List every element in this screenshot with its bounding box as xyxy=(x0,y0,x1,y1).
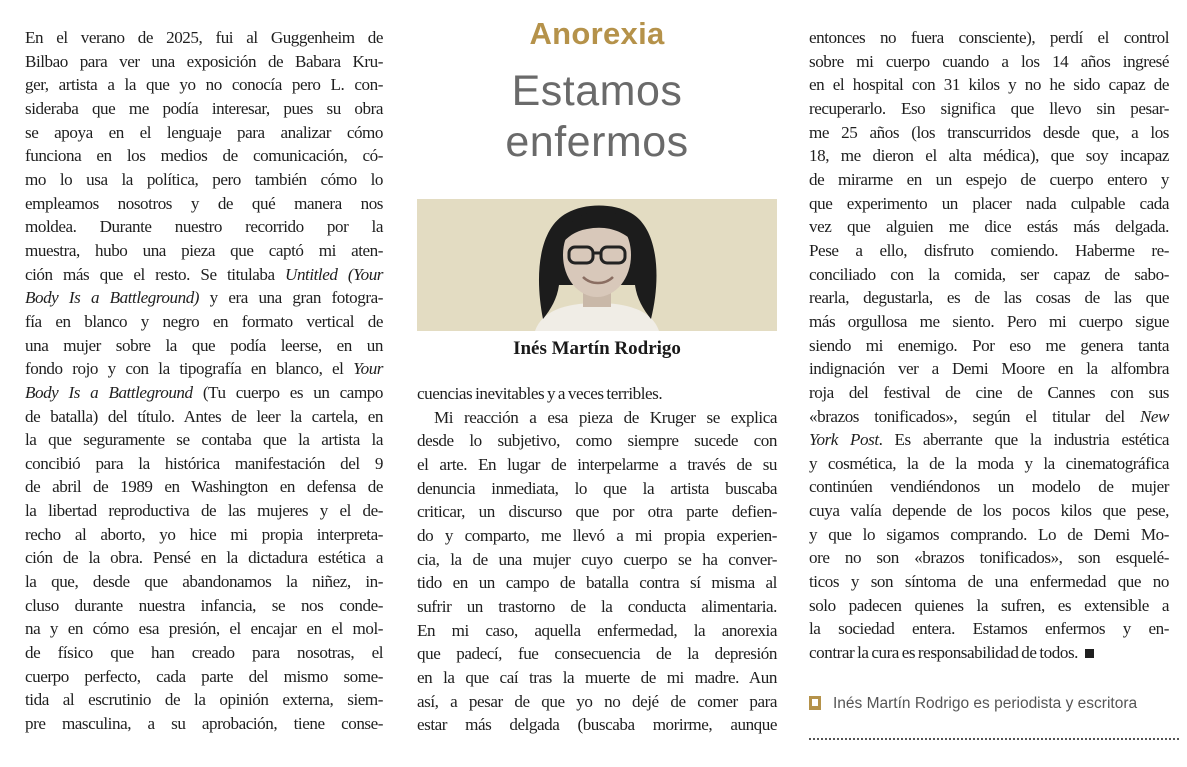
body-text: sufrir un trastorno de la conducta alimentaria. xyxy=(417,596,777,616)
article-line xyxy=(417,453,777,477)
article-line xyxy=(25,192,383,216)
article-line xyxy=(25,475,383,499)
body-text: que experimento un placer nada culpable cada xyxy=(809,193,1169,213)
article-line xyxy=(417,642,777,666)
body-text: empleamos nosotros y de qué manera nos xyxy=(25,193,383,213)
body-text: (Tu cuerpo es un campo xyxy=(192,382,383,402)
author-photo xyxy=(417,199,777,331)
body-text: 18, me dieron el alta médica), que soy incapaz xyxy=(809,146,1169,166)
article-line xyxy=(809,192,1169,216)
body-text: estar más delgada (buscaba morirme, aunque xyxy=(417,715,777,735)
article-line xyxy=(809,215,1169,239)
article-line xyxy=(25,286,383,310)
body-text: do y comparto, me llevó a mi propia experien- xyxy=(417,525,777,545)
article-line xyxy=(25,641,383,665)
article-line xyxy=(25,381,383,405)
article-line xyxy=(809,334,1169,358)
body-text: la que seguramente se contaba que la artista la xyxy=(25,430,383,450)
article-line xyxy=(809,310,1169,334)
article-line xyxy=(25,239,383,263)
body-text: fondo rojo y con la tipografía en blanco, el xyxy=(25,359,354,379)
body-text: siendo mi enemigo. Por eso me genera tanta xyxy=(809,335,1169,355)
article-line xyxy=(25,688,383,712)
body-text: recuperarlo. Eso significa que llevo sin pesar- xyxy=(809,98,1169,118)
article-line xyxy=(417,713,777,737)
body-text: la sociedad entera. Estamos enfermos y en- xyxy=(809,619,1169,639)
body-text: indignación ver a Demi Moore en la alfombra xyxy=(809,359,1169,379)
article-line xyxy=(809,144,1169,168)
body-text: recho al aborto, yo hice mi propia interpreta- xyxy=(25,524,383,544)
body-text: ticos y son síntoma de una enfermedad que no xyxy=(809,572,1169,592)
article-line xyxy=(809,381,1169,405)
article-line xyxy=(809,97,1169,121)
article-line xyxy=(417,477,777,501)
body-text: . Es aberrante que la industria estética xyxy=(878,430,1169,450)
body-text: roja del festival de cine de Cannes con sus xyxy=(809,382,1169,402)
body-text: sobre mi cuerpo cuando a los 14 años ingresé xyxy=(809,51,1169,71)
author-portrait-image xyxy=(417,199,777,331)
article-line xyxy=(25,523,383,547)
article-line xyxy=(25,428,383,452)
body-text: Bilbao para ver una exposición de Babara Kru- xyxy=(25,51,383,71)
article-line xyxy=(417,548,777,572)
body-text: contrar la cura es responsabilidad de todos. xyxy=(809,643,1078,663)
body-text: ción más que el resto. Se titulaba xyxy=(25,264,286,284)
article-line xyxy=(809,523,1169,547)
article-line xyxy=(809,286,1169,310)
body-text: y que lo sigamos comprando. Lo de Demi Mo- xyxy=(809,524,1169,544)
body-text: sideraba que me podía interesar, pues su obra xyxy=(25,98,383,118)
body-text: rearla, degustarla, es de las cosas de las que xyxy=(809,288,1169,308)
body-text: na y en cómo esa presión, el encajar en el mol- xyxy=(25,619,383,639)
body-text: conciliado con la comida, ser capaz de sabo- xyxy=(809,264,1169,284)
article-line xyxy=(25,594,383,618)
body-text: ción de la obra. Pensé en la dictadura estética a xyxy=(25,548,383,568)
body-text: me 25 años (los transcurridos desde que, a los xyxy=(809,122,1169,142)
article-line xyxy=(809,26,1169,50)
italic-text: New xyxy=(1139,406,1169,426)
author-bio-text: Inés Martín Rodrigo es periodista y escritora xyxy=(833,695,1138,712)
body-text: tido en un campo de batalla contra sí misma al xyxy=(417,573,777,593)
article-line xyxy=(417,595,777,619)
body-text: ger, artista a la que yo no conocía pero L. con- xyxy=(25,75,383,95)
body-text: la libertad reproductiva de las mujeres y el de- xyxy=(25,501,383,521)
headline-line-1: Estamos xyxy=(511,67,683,115)
headline xyxy=(417,66,777,168)
article-line xyxy=(25,26,383,50)
body-text: En mi caso, aquella enfermedad, la anorexia xyxy=(417,620,777,640)
body-text: entonces no fuera consciente), perdí el control xyxy=(809,28,1169,47)
article-line xyxy=(25,310,383,334)
article-line xyxy=(25,405,383,429)
article-line xyxy=(809,239,1169,263)
body-text: así, a pesar de que yo no dejé de comer para xyxy=(417,691,777,711)
article-line xyxy=(809,121,1169,145)
article-line xyxy=(809,357,1169,381)
article-line xyxy=(417,571,777,595)
italic-text: Body Is a Battleground xyxy=(25,382,193,402)
article-line xyxy=(25,50,383,74)
author-bio-note xyxy=(809,695,1179,717)
body-text: la que, desde que abandonamos la niñez, in- xyxy=(25,572,383,592)
body-text: «brazos tonificados», según el titular del xyxy=(809,406,1140,426)
article-line xyxy=(25,168,383,192)
italic-text: Untitled (Your xyxy=(285,264,383,284)
article-line xyxy=(25,546,383,570)
article-line xyxy=(25,73,383,97)
body-text: se apoya en el lenguaje para analizar cómo xyxy=(25,122,383,142)
body-text: En el verano de 2025, fui al Guggenheim de xyxy=(25,28,383,47)
article-line xyxy=(25,334,383,358)
article-line xyxy=(25,144,383,168)
body-text: que padecí, fue consecuencia de la depresión xyxy=(417,644,777,664)
body-text: pre masculina, a su aprobación, tiene conse- xyxy=(25,714,383,734)
article-line xyxy=(809,50,1169,74)
article-line xyxy=(25,263,383,287)
article-line xyxy=(25,499,383,523)
body-text: continúen vendiéndonos un modelo de mujer xyxy=(809,477,1169,497)
article-line xyxy=(25,665,383,689)
article-line xyxy=(809,475,1169,499)
article-line xyxy=(25,357,383,381)
body-text: el arte. En lugar de interpelarme a través de su xyxy=(417,454,777,474)
body-text: fía en blanco y negro en formato vertical de xyxy=(25,311,383,331)
section-label: Anorexia xyxy=(529,16,665,51)
article-line xyxy=(809,428,1169,452)
article-line xyxy=(809,499,1169,523)
article-line xyxy=(809,570,1169,594)
article-line xyxy=(809,263,1169,287)
body-text: criticar, un discurso que por otra parte defien- xyxy=(417,502,777,522)
body-text: cuencias inevitables y a veces terribles. xyxy=(417,384,663,403)
body-text: desde lo subjetivo, como siempre sucede con xyxy=(417,431,777,451)
body-text: cuya valía depende de los pocos kilos que pese, xyxy=(809,501,1169,521)
article-line xyxy=(25,121,383,145)
article-line xyxy=(417,524,777,548)
italic-text: Your xyxy=(353,359,383,379)
body-text: tida al escrutinio de la opinión externa, siem- xyxy=(25,690,383,710)
article-line xyxy=(417,690,777,714)
article-line xyxy=(25,617,383,641)
body-text: de mirarme en un espejo de cuerpo entero y xyxy=(809,169,1169,189)
article-line xyxy=(809,73,1169,97)
article-line xyxy=(25,97,383,121)
italic-text: York Post xyxy=(809,430,879,450)
body-text: cluso durante nuestra infancia, se nos conde- xyxy=(25,595,383,615)
bullet-square-icon xyxy=(809,696,821,710)
body-text: en la que caí tras la muerte de mi madre. Aun xyxy=(417,667,777,687)
body-text: una mujer sobre la que podía leerse, en un xyxy=(25,335,383,355)
article-line xyxy=(417,500,777,524)
body-text: Pese a ello, disfruto comiendo. Haberme re- xyxy=(809,240,1169,260)
article-column-1 xyxy=(25,26,383,736)
body-text: concibió para la histórica manifestación del 9 xyxy=(25,453,383,473)
body-text: cuerpo perfecto, cada parte del mismo some- xyxy=(25,666,383,686)
article-line xyxy=(417,666,777,690)
body-text: más orgullosa me siento. Pero mi cuerpo sigue xyxy=(809,311,1169,331)
article-line xyxy=(25,570,383,594)
body-text: funciona en los medios de comunicación, có- xyxy=(25,146,383,166)
headline-line-2: enfermos xyxy=(505,118,689,166)
body-text: de abril de 1989 en Washington en defensa de xyxy=(25,477,383,497)
article-line xyxy=(417,429,777,453)
article-column-3 xyxy=(809,26,1169,665)
dotted-divider xyxy=(809,738,1179,740)
body-text: de batalla) del título. Antes de leer la cartela, en xyxy=(25,406,383,426)
article-line xyxy=(417,406,777,430)
article-line xyxy=(809,617,1169,641)
article-line xyxy=(809,594,1169,618)
article-line xyxy=(25,712,383,736)
body-text: muestra, hubo una pieza que captó mi aten- xyxy=(25,240,383,260)
article-line xyxy=(417,382,777,406)
body-text: de físico que han creado para nosotras, el xyxy=(25,643,383,663)
body-text: y cosmética, la de la moda y la cinematográfica xyxy=(809,453,1169,473)
article-line xyxy=(809,168,1169,192)
article-line xyxy=(417,619,777,643)
body-text: moldea. Durante nuestro recorrido por la xyxy=(25,217,383,237)
italic-text: Body Is a Battleground) xyxy=(25,288,200,308)
body-text: en el hospital con 31 kilos y no he sido capaz de xyxy=(809,75,1169,95)
body-text: ore no son «brazos tonificados», son esquelé- xyxy=(809,548,1169,568)
article-column-2 xyxy=(417,382,777,737)
body-text: y era una gran fotogra- xyxy=(199,288,383,308)
article-line xyxy=(25,452,383,476)
author-byline: Inés Martín Rodrigo xyxy=(513,338,681,359)
body-text: solo padecen quienes la sufren, es extensible a xyxy=(809,595,1169,615)
body-text: mo lo usa la política, pero también cómo lo xyxy=(25,169,383,189)
article-line xyxy=(809,546,1169,570)
end-square-icon xyxy=(1085,649,1094,658)
article-line xyxy=(809,405,1169,429)
article-line xyxy=(25,215,383,239)
article-line xyxy=(809,452,1169,476)
body-text: cia, la de una mujer cuyo cuerpo se ha conver- xyxy=(417,549,777,569)
body-text: Mi reacción a esa pieza de Kruger se explica xyxy=(434,407,777,427)
article-line xyxy=(809,641,1169,665)
body-text: vez que alguien me dice estás más delgada. xyxy=(809,217,1169,237)
body-text: denuncia inmediata, lo que la artista buscaba xyxy=(417,478,777,498)
